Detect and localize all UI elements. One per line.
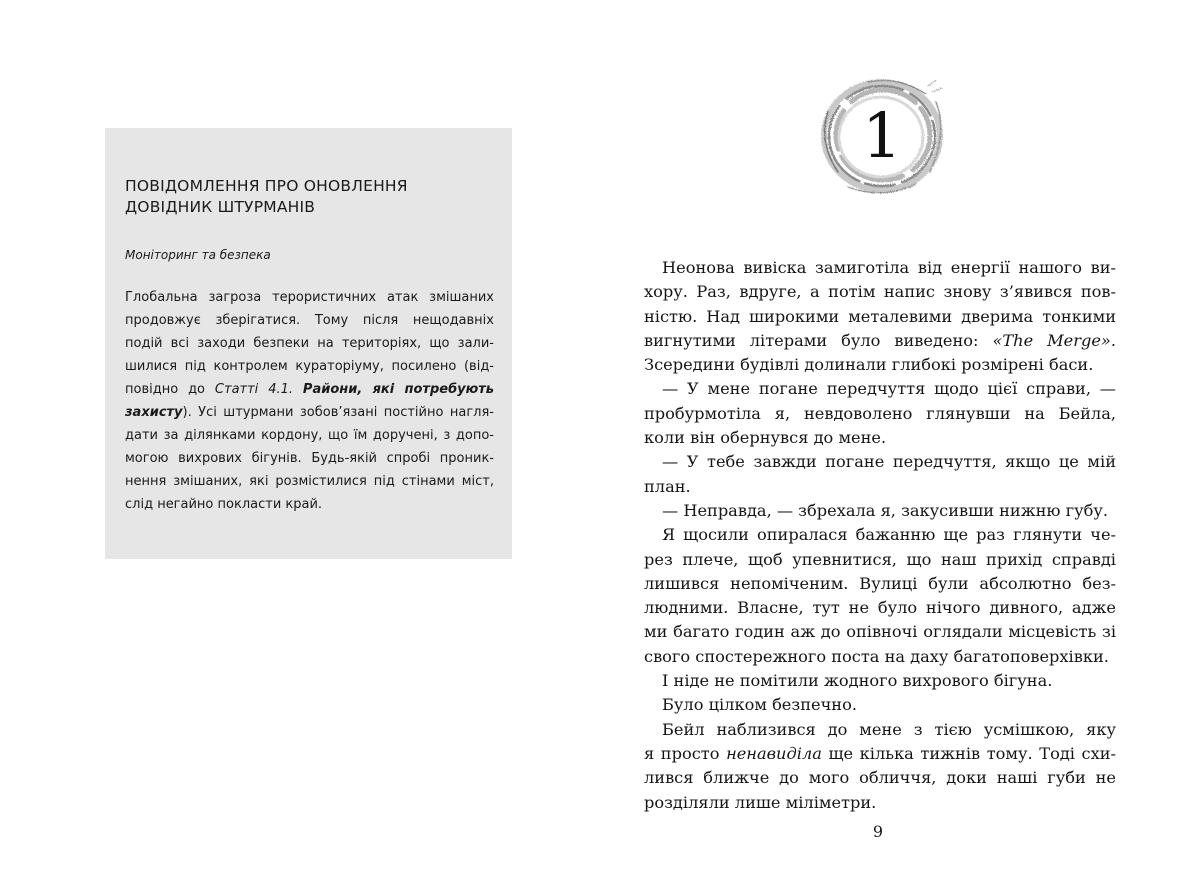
story-text-run: Я щосили опиралася бажанню ще раз глянути че- (662, 525, 1116, 545)
page-number: 9 (872, 822, 884, 841)
update-notice-box (105, 128, 512, 559)
notice-text-run: шилися під контролем кураторіуму, посилено (від- (125, 359, 494, 374)
story-text-run: . (1110, 330, 1116, 350)
story-line (644, 305, 1116, 329)
story-text-run: Бейл наблизився до мене з тією усмішкою, яку (662, 719, 1116, 739)
notice-line (125, 470, 494, 493)
notice-line (125, 424, 494, 447)
story-text-run: — У мене погане передчуття щодо цієї справи, — (662, 379, 1116, 399)
story-line (644, 353, 1116, 377)
story-text-run: рез плече, щоб упевнитися, що наш прихід справді (644, 549, 1116, 569)
story-line (644, 426, 1116, 450)
story-line (644, 596, 1116, 620)
story-line (644, 718, 1116, 742)
notice-body (125, 286, 494, 516)
story-text-run: — Неправда, — збрехала я, закусивши нижню губу. (662, 500, 1109, 520)
notice-text-run: Глобальна загроза терористичних атак змішаних (125, 290, 494, 305)
story-line (644, 620, 1116, 644)
story-line (644, 791, 1116, 815)
story-text-run: план. (644, 476, 691, 496)
notice-text-run: слід негайно покласти край. (125, 497, 323, 512)
notice-text-run (293, 382, 303, 397)
story-text-run: Було цілком безпечно. (662, 695, 857, 715)
story-text-run: лився ближче до мого обличчя, доки наші губи не (644, 768, 1116, 788)
story-line (644, 450, 1116, 474)
notice-text-run: ). Усі штурмани зобов’язані постійно нагля- (182, 405, 494, 420)
notice-line (125, 447, 494, 470)
notice-text-run: подій всі заходи безпеки на територіях, що зали- (125, 336, 494, 351)
story-line (644, 645, 1116, 669)
story-line (644, 669, 1116, 693)
story-text-run: ністю. Над широкими металевими дверима тонкими (644, 306, 1116, 326)
story-line (644, 572, 1116, 596)
story-text-run: пробурмотіла я, невдоволено глянувши на Бейла, (644, 403, 1116, 423)
notice-line (125, 493, 494, 516)
notice-text-run: продовжує зберігатися. Тому після нещодавніх (125, 313, 494, 328)
notice-text-run: дати за ділянками кордону, що їм доручені, з допо- (125, 428, 494, 443)
notice-text-run: захисту (125, 405, 183, 420)
notice-title-line-2: ДОВІДНИК ШТУРМАНІВ (125, 198, 316, 216)
chapter-number: 1 (862, 99, 902, 172)
notice-title (125, 176, 494, 218)
notice-text-run: Райони, які потребують (302, 382, 495, 397)
story-line (644, 742, 1116, 766)
notice-line (125, 286, 494, 309)
story-text-run: Зсередини будівлі долинали глибокі розмірені баси. (644, 355, 1094, 375)
story-line (644, 377, 1116, 401)
story-line (644, 523, 1116, 547)
notice-title-line-1: ПОВІДОМЛЕННЯ ПРО ОНОВЛЕННЯ (125, 177, 408, 195)
story-line (644, 256, 1116, 280)
story-line (644, 280, 1116, 304)
story-line (644, 475, 1116, 499)
notice-text-run: нення змішаних, які розмістилися під стінами міст, (125, 474, 494, 489)
story-text-run: ненавиділа (726, 743, 822, 763)
story-line (644, 548, 1116, 572)
story-text-run: «The Merge» (992, 330, 1111, 350)
story-text-run: я просто (644, 743, 727, 763)
chapter-emblem (808, 72, 956, 200)
notice-text-run: Статті 4.1. (214, 382, 294, 397)
story-text-run: коли він обернувся до мене. (644, 428, 887, 448)
story-text-run: Неонова вивіска замиготіла від енергії нашого ви- (662, 258, 1116, 277)
notice-subtitle: Моніторинг та безпека (125, 248, 271, 262)
notice-line (125, 332, 494, 355)
story-text-run: свого спостережного поста на даху багатоповерхівки. (644, 646, 1109, 666)
story-line (644, 402, 1116, 426)
story-text-run: І ніде не помітили жодного вихрового бігуна. (662, 671, 1053, 691)
story-line (644, 499, 1116, 523)
story-line (644, 693, 1116, 717)
story-text-run: ще кілька тижнів тому. Тоді схи- (821, 743, 1117, 763)
notice-line (125, 378, 494, 401)
notice-line (125, 309, 494, 332)
story-text-run: ми багато годин аж до опівночі оглядали місцевість зі (644, 622, 1116, 642)
story-line (644, 766, 1116, 790)
story-text-run: лишився непоміченим. Вулиці були абсолютно без- (644, 573, 1116, 593)
story-text-run: — У тебе завжди погане передчуття, якщо це мій (662, 452, 1116, 472)
notice-text-run: могою вихрових бігунів. Будь-якій спробі проник- (125, 451, 494, 466)
story-text-run: вигнутими літерами було виведено: (644, 330, 993, 350)
story-text-run: розділяли лише міліметри. (644, 792, 877, 812)
notice-text-run: повідно до (125, 382, 215, 397)
story-text-run: людними. Власне, тут не було нічого дивного, адже (644, 598, 1116, 618)
story-line (644, 329, 1116, 353)
story-text-run: хору. Раз, вдруге, а потім напис знову з’явився пов- (644, 282, 1116, 302)
story-text (644, 256, 1116, 815)
notice-line (125, 355, 494, 378)
notice-line (125, 401, 494, 424)
